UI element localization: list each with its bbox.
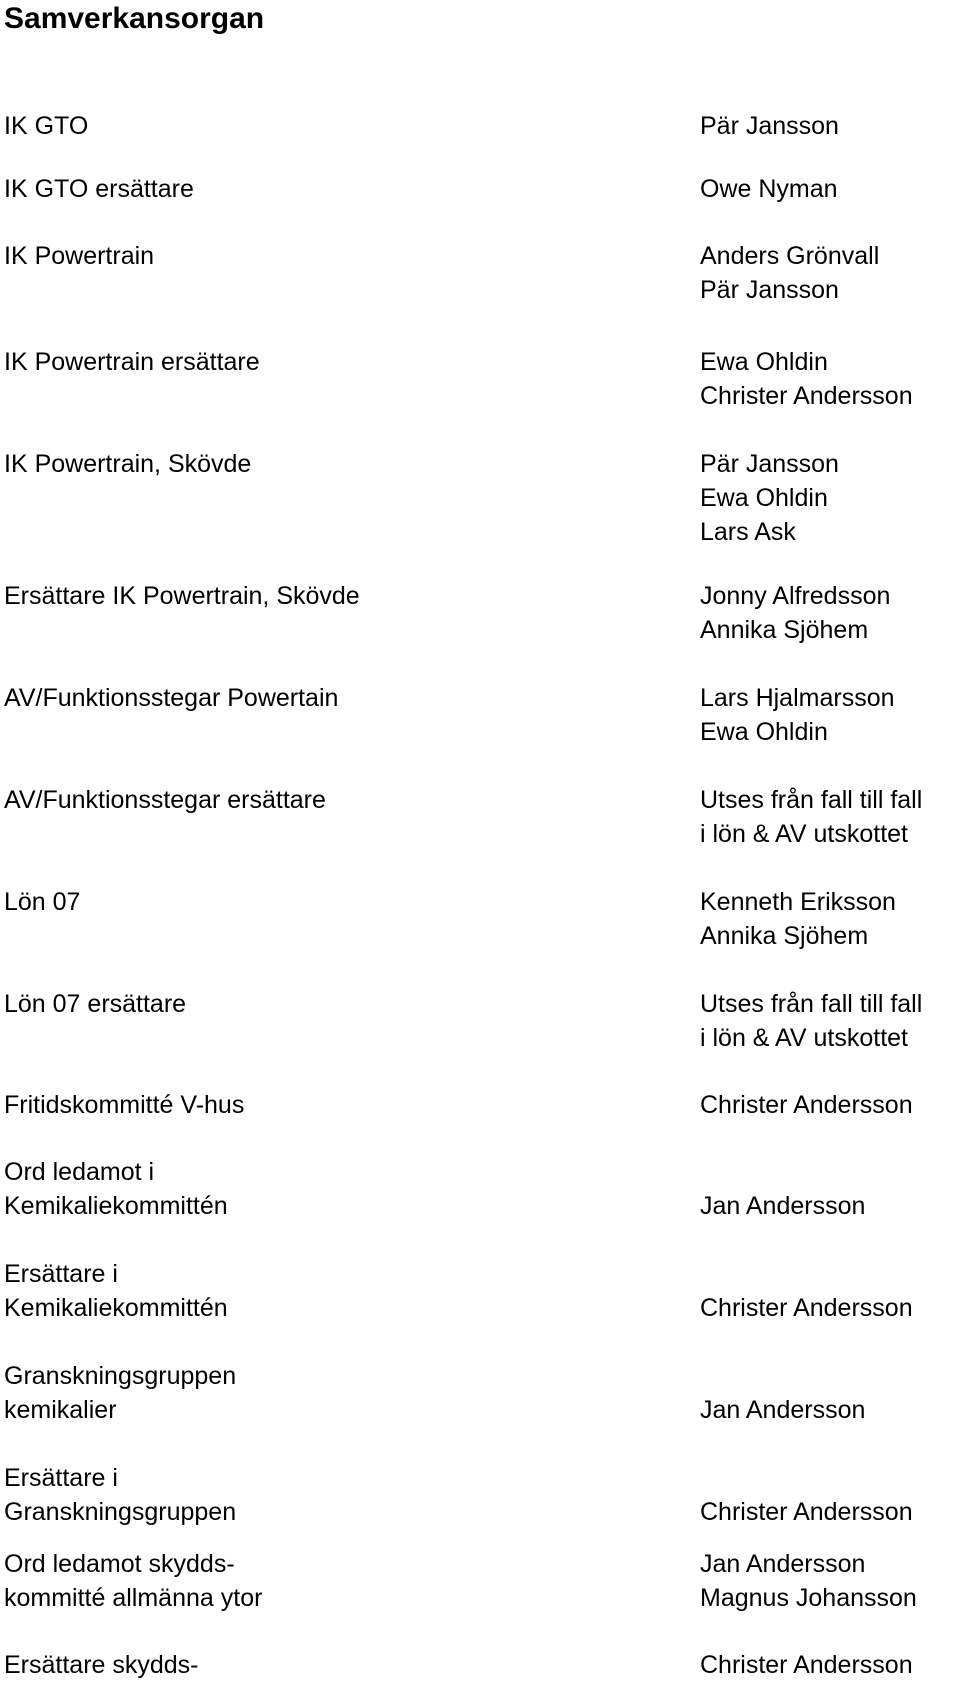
committee-label: IK Powertrain ersättare: [4, 348, 260, 376]
committee-label: IK GTO: [4, 112, 89, 140]
committee-label: AV/Funktionsstegar Powertain: [4, 684, 339, 712]
member-names: Utses från fall till fall i lön & AV utskottet: [700, 786, 923, 848]
committee-label: Ord ledamot i Kemikaliekommittén: [4, 1158, 228, 1220]
member-names: Ewa Ohldin Christer Andersson: [700, 348, 913, 410]
member-names: Utses från fall till fall i lön & AV utskottet: [700, 990, 923, 1052]
committee-label: Ersättare skydds-: [4, 1651, 199, 1679]
member-names: Pär Jansson Ewa Ohldin Lars Ask: [700, 450, 839, 546]
committee-label: Ersättare i Kemikaliekommittén: [4, 1260, 228, 1322]
committee-label: IK Powertrain, Skövde: [4, 450, 252, 478]
committee-label: Lön 07 ersättare: [4, 990, 187, 1018]
committee-label: Granskningsgruppen kemikalier: [4, 1362, 237, 1424]
committee-label: Fritidskommitté V-hus: [4, 1091, 245, 1119]
committee-label: IK GTO ersättare: [4, 175, 194, 203]
member-names: Pär Jansson: [700, 112, 839, 140]
member-names: Jonny Alfredsson Annika Sjöhem: [700, 582, 891, 644]
member-names: Christer Andersson: [700, 1091, 913, 1119]
member-names: Jan Andersson: [700, 1192, 866, 1220]
member-names: Kenneth Eriksson Annika Sjöhem: [700, 888, 896, 950]
committee-label: Ersättare i Granskningsgruppen: [4, 1464, 237, 1526]
member-names: Owe Nyman: [700, 175, 838, 203]
member-names: Christer Andersson: [700, 1498, 913, 1526]
committee-label: AV/Funktionsstegar ersättare: [4, 786, 326, 814]
member-names: Christer Andersson: [700, 1651, 913, 1679]
member-names: Christer Andersson: [700, 1294, 913, 1322]
committee-label: Ord ledamot skydds- kommitté allmänna ytor: [4, 1550, 263, 1612]
member-names: Lars Hjalmarsson Ewa Ohldin: [700, 684, 895, 746]
committee-label: Lön 07: [4, 888, 81, 916]
member-names: Anders Grönvall Pär Jansson: [700, 242, 880, 304]
member-names: Jan Andersson Magnus Johansson: [700, 1550, 917, 1612]
committee-label: Ersättare IK Powertrain, Skövde: [4, 582, 360, 610]
committee-label: IK Powertrain: [4, 242, 155, 270]
page-title: Samverkansorgan: [4, 2, 265, 35]
member-names: Jan Andersson: [700, 1396, 866, 1424]
